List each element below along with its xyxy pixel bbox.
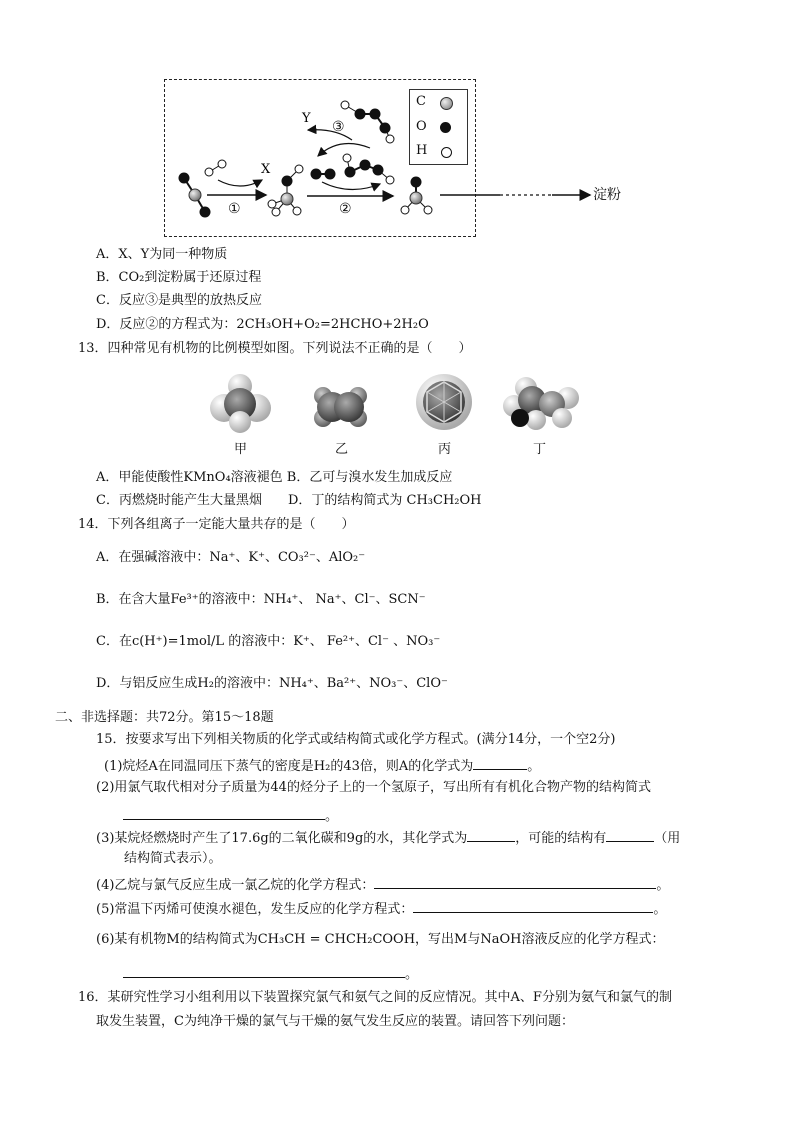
label-y: Y <box>302 111 311 126</box>
q15-part3-text-b: ，可能的结构有 <box>515 831 607 846</box>
q15-blank-6[interactable] <box>123 963 405 978</box>
carbon-icon <box>440 97 453 110</box>
q15-blank-5[interactable] <box>413 898 653 913</box>
reaction-scheme-svg <box>0 0 794 260</box>
q15-part1-text: (1)烷烃A在同温同压下蒸气的密度是H₂的43倍，则A的化学式为 <box>104 759 474 774</box>
q13-stem: 13．四种常见有机物的比例模型如图。下列说法不正确的是（ ） <box>78 341 472 356</box>
legend-symbol-h: H <box>416 143 428 158</box>
co2-molecule <box>179 173 211 218</box>
q15-blank-3b[interactable] <box>606 827 654 842</box>
curved-arrow-3 <box>308 130 352 140</box>
h2o2-molecule-top <box>341 101 394 143</box>
q15-stem: 15．按要求写出下列相关物质的化学式或结构简式或化学方程式。(满分14分，一个空2分) <box>96 732 616 747</box>
q15-blank-4[interactable] <box>374 874 656 889</box>
q15-blank-3a[interactable] <box>467 827 515 842</box>
q15-part4 <box>96 874 669 895</box>
q15-period-2: 。 <box>325 809 339 824</box>
formaldehyde-molecule <box>401 177 432 215</box>
q15-part3-text-c: （用 <box>654 831 681 846</box>
q12-option-a: A．X、Y为同一种物质 <box>96 247 228 262</box>
q15-part3 <box>96 827 680 848</box>
model-yi <box>314 387 367 427</box>
q15-part2: (2)用氯气取代相对分子质量为44的烃分子上的一个氢原子，写出所有有机化合物产物的结构简式 <box>96 780 651 795</box>
q15-part1 <box>104 755 540 776</box>
q12-option-d: D．反应②的方程式为：2CH₃OH+O₂=2HCHO+2H₂O <box>96 317 429 332</box>
q15-period-1: 。 <box>527 759 541 774</box>
h2o2-molecule <box>343 154 394 184</box>
model-label-jia: 甲 <box>234 442 248 457</box>
model-jia <box>210 374 271 433</box>
q14-option-c: C．在c(H⁺)=1mol/L 的溶液中：K⁺、 Fe²⁺、Cl⁻ 、NO₃⁻ <box>96 634 441 649</box>
q15-part2-answer <box>123 805 338 826</box>
q13-models-svg <box>0 368 794 448</box>
q15-period-6: 。 <box>405 967 419 982</box>
q14-stem: 14．下列各组离子一定能大量共存的是（ ） <box>78 517 355 532</box>
q15-period-5: 。 <box>653 902 667 917</box>
q15-part5-text: (5)常温下丙烯可使溴水褪色，发生反应的化学方程式： <box>96 902 414 917</box>
curved-arrow-3b <box>318 144 370 157</box>
q15-part6: (6)某有机物M的结构简式为CH₃CH = CHCH₂COOH，写出M与NaOH溶液反应的化学方程式： <box>96 932 665 947</box>
model-label-yi: 乙 <box>335 442 349 457</box>
q14-option-d: D．与铝反应生成H₂的溶液中：NH₄⁺、Ba²⁺、NO₃⁻、ClO⁻ <box>96 676 448 691</box>
legend-symbol-c: C <box>416 94 426 109</box>
q15-period-4: 。 <box>656 878 670 893</box>
step-1-label: ① <box>228 201 241 217</box>
curved-arrow-1 <box>218 180 262 186</box>
hydrogen-icon <box>441 147 452 158</box>
q16-line2: 取发生装置，C为纯净干燥的氯气与干燥的氨气发生反应的装置。请回答下列问题： <box>96 1014 574 1029</box>
q12-option-b: B．CO₂到淀粉属于还原过程 <box>96 270 262 285</box>
methanol-molecule <box>268 165 303 216</box>
q12-option-c: C．反应③是典型的放热反应 <box>96 293 262 308</box>
o2-molecule <box>311 169 336 180</box>
q15-part3-cont: 结构简式表示）。 <box>124 851 222 866</box>
h2-molecule-1 <box>205 160 226 176</box>
q14-option-a: A．在强碱溶液中：Na⁺、K⁺、CO₃²⁻、AlO₂⁻ <box>96 550 366 565</box>
q15-part5 <box>96 898 666 919</box>
q15-part4-text: (4)乙烷与氯气反应生成一氯乙烷的化学方程式： <box>96 878 375 893</box>
q16-line1: 16．某研究性学习小组利用以下装置探究氯气和氨气之间的反应情况。其中A、F分别为氨气和氯气的制 <box>78 990 672 1005</box>
step-3-label: ③ <box>332 119 345 135</box>
q13-option-ab: A．甲能使酸性KMnO₄溶液褪色 B．乙可与溴水发生加成反应 <box>96 470 453 485</box>
product-label: 淀粉 <box>593 187 621 203</box>
model-ding <box>503 377 579 430</box>
section2-heading: 二、非选择题：共72分。第15～18题 <box>55 710 274 725</box>
q15-blank-1[interactable] <box>473 755 527 770</box>
q15-part3-text-a: (3)某烷烃燃烧时产生了17.6g的二氧化碳和9g的水，其化学式为 <box>96 831 468 846</box>
q14-option-b: B．在含大量Fe³⁺的溶液中：NH₄⁺、 Na⁺、Cl⁻、SCN⁻ <box>96 592 426 607</box>
model-label-bing: 丙 <box>438 442 452 457</box>
model-label-ding: 丁 <box>533 442 547 457</box>
label-x: X <box>261 162 271 177</box>
legend-symbol-o: O <box>416 119 427 134</box>
atom-legend <box>409 89 468 165</box>
curved-arrow-2 <box>322 182 380 190</box>
step-2-label: ② <box>339 201 352 217</box>
oxygen-icon <box>440 122 451 133</box>
q13-option-cd: C．丙燃烧时能产生大量黑烟 D．丁的结构简式为 CH₃CH₂OH <box>96 493 482 508</box>
q15-part6-answer <box>123 963 418 984</box>
q15-blank-2[interactable] <box>123 805 325 820</box>
model-bing <box>416 374 472 430</box>
